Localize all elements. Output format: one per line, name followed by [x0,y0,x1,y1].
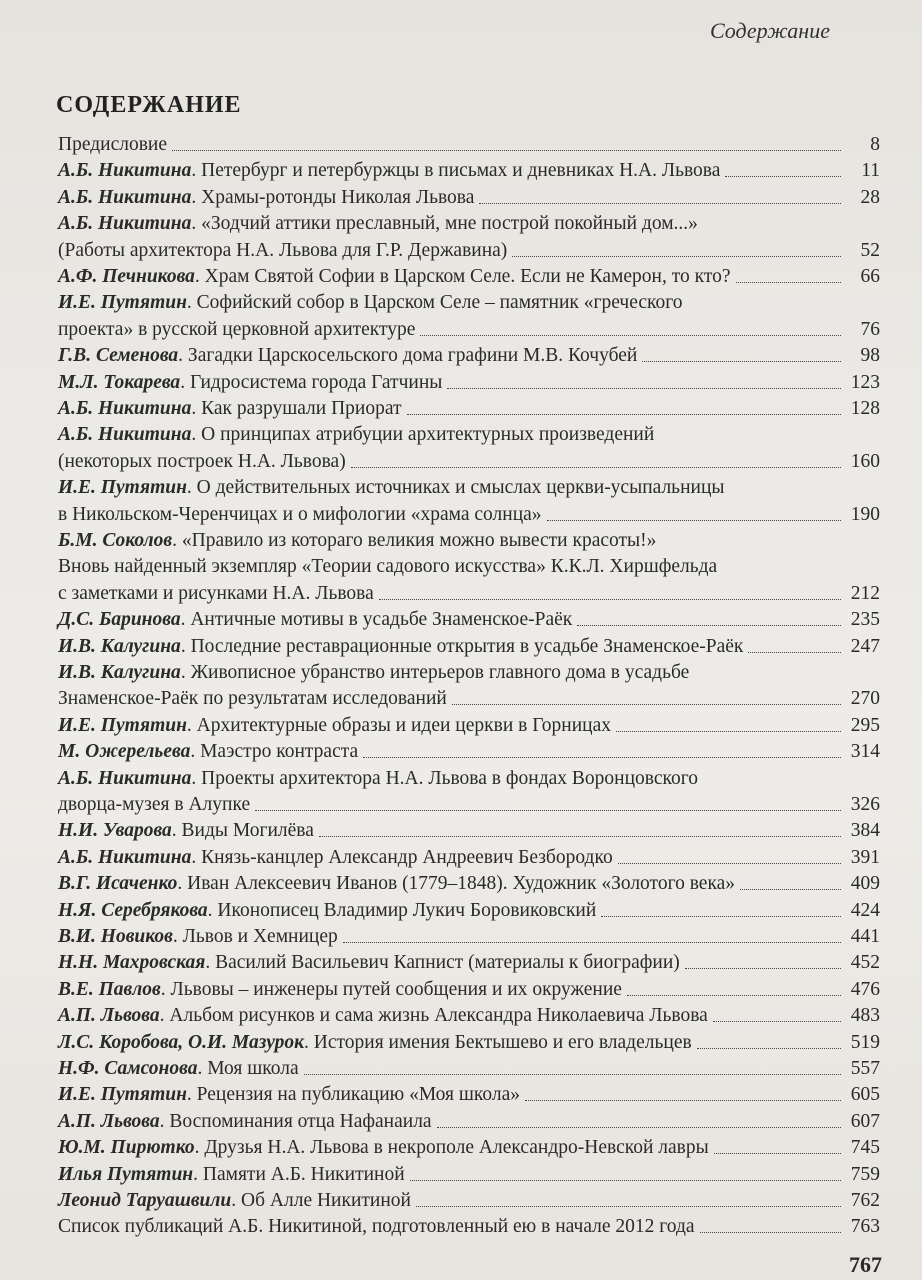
toc-page-number: 123 [850,371,880,393]
toc-author: Н.Я. Серебрякова [58,899,208,921]
dot-leader [407,413,841,415]
toc-entry-line [58,579,880,605]
toc-title-text: Предисловие [58,134,168,155]
toc-entry-line [58,711,880,737]
toc-page-number: 607 [850,1110,880,1132]
toc-entry-line [58,658,880,684]
toc-page-number: 384 [850,820,880,842]
toc-title-text: . О принципах атрибуции архитектурных произведений [191,424,655,446]
toc-entry-line [58,1054,880,1080]
toc-page-number: 212 [850,582,880,604]
dot-leader [525,1099,841,1101]
toc-title-text: . Памяти А.Б. Никитиной [193,1163,405,1185]
toc-entry-line [58,1186,880,1212]
toc-entry-line [58,605,880,631]
toc-title-text: . Об Алле Никитиной [231,1190,411,1211]
dot-leader [410,1179,841,1181]
toc-title-text: . Античные мотивы в усадьбе Знаменское-Раёк [180,609,573,631]
toc-title-text: . Львовы – инженеры путей сообщения и их окружение [160,978,622,1000]
toc-page-number: 270 [850,688,880,710]
dot-leader [725,175,841,177]
toc-title-text: . Последние реставрационные открытия в усадьбе Знаменское-Раёк [180,635,744,657]
toc-entry-line [58,975,880,1001]
toc-author: А.П. Львова [58,1005,160,1027]
toc-title-text: Список публикаций А.Б. Никитиной, подготовленный ею в начале 2012 года [58,1216,695,1238]
toc-author: И.В. Калугина [58,662,181,683]
toc-title-text: . Друзья Н.А. Львова в некрополе Александро-Невской лавры [194,1137,709,1159]
dot-leader [736,281,841,283]
toc-page-number: 441 [850,926,880,947]
toc-title-text: . Князь-канцлер Александр Андреевич Безбородко [191,846,613,868]
toc-entry-line [58,262,880,288]
toc-entry-line [58,816,880,842]
toc-page-number: 519 [850,1031,880,1053]
toc-title-text: . Храм Святой Софии в Царском Селе. Если не Камерон, то кто? [194,266,731,287]
dot-leader [748,651,841,653]
dot-leader [618,862,841,864]
dot-leader [363,756,841,758]
toc-entry-line [58,869,880,895]
dot-leader [700,1231,841,1233]
toc-author: Леонид Таруашвили [58,1190,232,1211]
toc-title-text: . Виды Могилёва [171,820,314,842]
toc-title-text: . Василий Васильевич Капнист (материалы к биографии) [205,952,680,974]
toc-author: А.Б. Никитина [58,767,192,789]
dot-leader [447,387,841,389]
dot-leader [351,466,841,468]
toc-page-number: 605 [850,1084,880,1106]
dot-leader [437,1126,841,1128]
toc-title-text: . Львов и Хемницер [172,926,338,947]
toc-title-text: с заметками и рисунками Н.А. Львова [58,582,374,604]
toc-title-text: . Софийский собор в Царском Селе – памятник «греческого [186,292,683,314]
toc-page-number: 295 [850,714,880,736]
dot-leader [714,1152,841,1154]
toc-page-number: 409 [850,873,880,895]
toc-page-number: 424 [850,899,880,921]
dot-leader [479,202,841,204]
toc-entry-line [58,236,880,262]
toc-entry-line [58,473,880,499]
toc-page-number: 98 [860,345,880,367]
toc-title-text: в Никольском-Черенчицах и о мифологии «храма солнца» [58,503,542,525]
toc-title-text: Вновь найденный экземпляр «Теории садового искусства» К.К.Л. Хиршфельда [58,556,718,578]
dot-leader [319,835,841,837]
toc-page-number: 326 [850,793,880,815]
toc-page-number: 762 [850,1190,880,1211]
toc-title-text: . История имения Бектышево и его владельцев [304,1031,692,1053]
toc-entry-line [58,737,880,763]
dot-leader [616,730,841,732]
toc-page-number: 483 [850,1005,880,1027]
toc-title-text: . Моя школа [197,1058,299,1079]
toc-author: Ю.М. Пирютко [58,1137,195,1159]
toc-author: И.Е. Путятин [58,292,187,314]
toc-entry-line [58,368,880,394]
dot-leader [601,915,841,917]
toc-title-text: . Архитектурные образы и идеи церкви в Горницах [186,714,611,736]
toc-author: Н.И. Уварова [58,820,172,842]
dot-leader [379,598,841,600]
toc-entry-line [58,500,880,526]
dot-leader [713,1020,841,1022]
toc-entry-line [58,922,880,948]
toc-entry-line [58,209,880,235]
toc-author: М.Л. Токарева [58,371,181,393]
toc-title-text: (некоторых построек Н.А. Львова) [58,450,346,472]
toc-author: М. Ожерельева [58,741,191,763]
toc-page-number: 391 [850,846,880,868]
toc-title-text: . Гидросистема города Гатчины [180,371,443,393]
toc-author: И.Е. Путятин [58,477,187,499]
toc-author: И.Е. Путятин [58,1084,187,1106]
dot-leader [452,703,841,705]
toc-page-number: 28 [860,186,880,208]
toc-author: Г.В. Семенова [58,345,179,367]
toc-entry-line [58,790,880,816]
toc-title-text: . Воспоминания отца Нафанаила [159,1110,432,1132]
toc-author: Б.М. Соколов [58,530,173,551]
toc-page-number: 763 [850,1216,880,1238]
dot-leader [172,149,841,151]
toc-entry-line [58,288,880,314]
page-number: 767 [849,1252,882,1277]
toc-title-text: . «Правило из котораго великия можно вывести красоты!» [172,530,657,551]
page-title: СОДЕРЖАНИЕ [56,92,242,118]
toc-entry-line [58,1001,880,1027]
toc-entry-line [58,948,880,974]
toc-page-number: 759 [850,1163,880,1185]
toc-author: Л.С. Коробова, О.И. Мазурок [58,1031,304,1053]
toc-author: А.П. Львова [58,1110,160,1132]
toc-title-text: . Петербург и петербуржцы в письмах и дневниках Н.А. Львова [191,160,721,182]
dot-leader [416,1205,841,1207]
toc-entry-line [58,764,880,790]
toc-entry-line [58,896,880,922]
toc-entry-line [58,130,880,156]
toc-entry-line [58,183,880,209]
toc-author: А.Б. Никитина [58,424,192,446]
toc-page-number: 190 [850,503,880,525]
dot-leader [512,255,841,257]
dot-leader [697,1047,841,1049]
dot-leader [343,941,841,943]
toc-author: А.Б. Никитина [58,398,192,419]
toc-author: А.Ф. Печникова [58,266,195,287]
toc-page-number: 76 [860,318,880,340]
toc-author: Н.Ф. Самсонова [58,1058,198,1079]
toc-page-number: 235 [850,609,880,631]
toc-entry-line [58,394,880,420]
toc-page-number: 52 [860,239,880,261]
toc-author: Илья Путятин [58,1163,194,1185]
toc-title-text: . «Зодчий аттики преславный, мне построй покойный дом...» [191,213,698,235]
toc-entry-line [58,315,880,341]
dot-leader [547,519,841,521]
dot-leader [627,994,841,996]
dot-leader [577,624,841,626]
toc-title-text: . Альбом рисунков и сама жизнь Александра Николаевича Львова [159,1005,708,1027]
toc-page-number: 452 [850,952,880,974]
dot-leader [304,1073,841,1075]
toc-page-number: 128 [850,398,880,419]
toc-title-text: . Проекты архитектора Н.А. Львова в фондах Воронцовского [191,767,699,789]
toc-title-text: Знаменское-Раёк по результатам исследований [58,688,447,710]
dot-leader [685,967,841,969]
toc-entry-line [58,684,880,710]
toc-page-number: 314 [850,741,880,763]
toc-entry-line [58,632,880,658]
toc-title-text: . Живописное убранство интерьеров главного дома в усадьбе [180,662,690,683]
toc-author: В.Г. Исаченко [58,873,178,895]
toc-title-text: . Иконописец Владимир Лукич Боровиковский [207,899,597,921]
toc-entry-line [58,1212,880,1238]
toc-page-number: 476 [850,978,880,1000]
toc-title-text: дворца-музея в Алупке [58,793,251,815]
toc-entry-line [58,1107,880,1133]
dot-leader [740,888,841,890]
toc-author: Н.Н. Махровская [58,952,206,974]
toc-page-number: 745 [850,1137,880,1159]
toc-entry-line [58,1028,880,1054]
toc-page-number: 66 [860,266,880,287]
dot-leader [642,360,841,362]
dot-leader [420,334,841,336]
toc-page-number: 557 [850,1058,880,1079]
toc-entry-line [58,1160,880,1186]
toc-entry-line [58,843,880,869]
toc-author: И.В. Калугина [58,635,181,657]
toc-author: А.Б. Никитина [58,846,192,868]
toc-title-text: (Работы архитектора Н.А. Львова для Г.Р. Державина) [58,239,508,261]
toc-title-text: . Маэстро контраста [190,741,359,763]
toc-entry-line [58,341,880,367]
toc-title-text: . Храмы-ротонды Николая Львова [191,186,475,208]
toc-title-text: . Рецензия на публикацию «Моя школа» [186,1084,521,1106]
toc-title-text: . Как разрушали Приорат [191,398,402,419]
toc-entry-line [58,552,880,578]
toc-entry-line [58,526,880,552]
toc-title-text: . О действительных источниках и смыслах церкви-усыпальницы [186,477,725,499]
toc-author: А.Б. Никитина [58,160,192,182]
toc-entry-line [58,156,880,182]
toc-author: А.Б. Никитина [58,186,192,208]
dot-leader [255,809,841,811]
toc-entry-line [58,1133,880,1159]
running-header: Содержание [709,18,830,43]
toc-title-text: . Загадки Царскосельского дома графини М.В. Кочубей [178,345,638,367]
toc-entry-line [58,1080,880,1106]
toc-entry-line [58,447,880,473]
toc-author: Д.С. Баринова [58,609,181,631]
toc-author: В.Е. Павлов [58,978,161,1000]
toc-author: А.Б. Никитина [58,213,192,235]
toc-page-number: 247 [850,635,880,657]
toc-author: В.И. Новиков [58,926,173,947]
toc-entry-line [58,420,880,446]
toc-page-number: 160 [850,450,880,472]
toc-page-number: 11 [861,160,880,182]
toc-page-number: 8 [870,134,880,155]
toc-title-text: проекта» в русской церковной архитектуре [58,318,416,340]
toc-title-text: . Иван Алексеевич Иванов (1779–1848). Художник «Золотого века» [177,873,736,895]
toc-author: И.Е. Путятин [58,714,187,736]
